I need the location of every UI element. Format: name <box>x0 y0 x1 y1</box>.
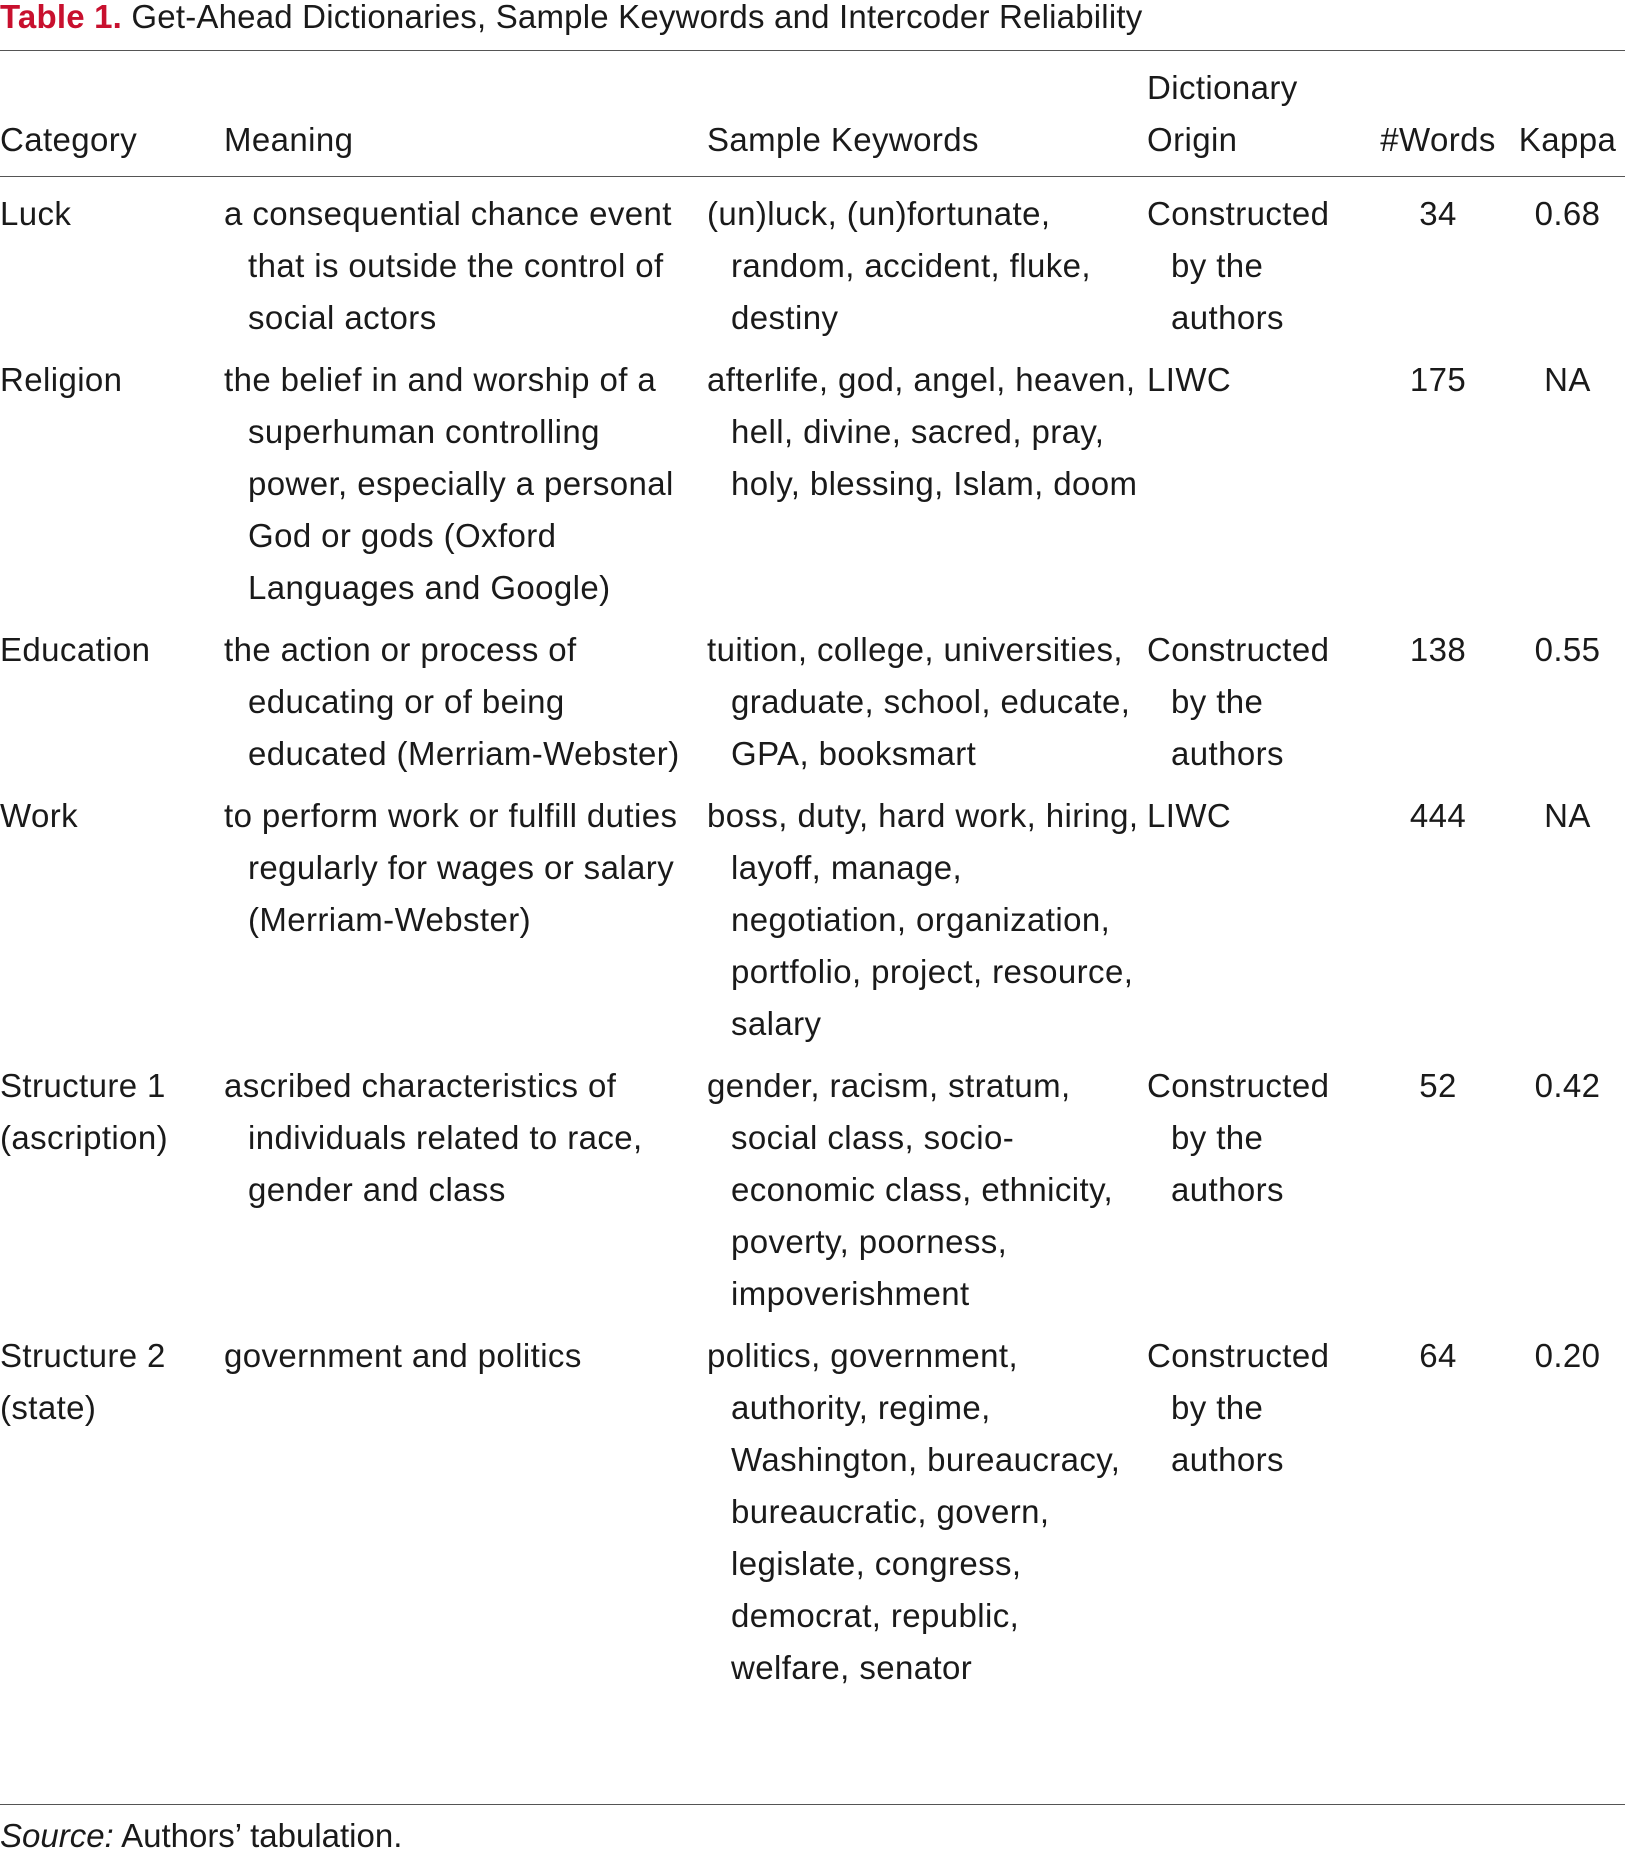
cell-kappa: NA <box>1544 797 1591 834</box>
cell-keywords: boss, duty, hard work, hiring, layoff, manage, negotiation, organization, portfolio, project, resource, salary <box>707 797 1139 1042</box>
table-row <box>0 790 1625 1060</box>
cell-origin: LIWC <box>1147 797 1232 834</box>
table-row <box>0 1060 1625 1330</box>
cell-words: 52 <box>1419 1067 1457 1104</box>
cell-words: 444 <box>1409 797 1467 834</box>
header-row <box>0 62 1625 178</box>
top-rule <box>0 50 1625 51</box>
cell-keywords: gender, racism, stratum, social class, socio-economic class, ethnicity, poverty, poorness, impoverishment <box>707 1067 1114 1312</box>
cell-words: 34 <box>1419 195 1457 232</box>
table-header <box>0 62 1625 178</box>
cell-category: Education <box>0 631 151 668</box>
table-caption-label: Table 1. <box>0 0 123 35</box>
header-kappa: Kappa <box>1518 121 1617 158</box>
table-row <box>0 178 1625 354</box>
cell-kappa: NA <box>1544 361 1591 398</box>
header-category: Category <box>0 121 138 158</box>
cell-category: Luck <box>0 195 72 232</box>
table-body <box>0 178 1625 1704</box>
header-keywords: Sample Keywords <box>707 121 979 158</box>
header-origin-line1: Dictionary <box>1147 69 1298 106</box>
cell-kappa: 0.55 <box>1534 631 1601 668</box>
cell-origin: Constructed by the authors <box>1147 195 1330 336</box>
header-meaning: Meaning <box>224 121 354 158</box>
cell-kappa: 0.20 <box>1534 1337 1601 1374</box>
cell-category: Religion <box>0 361 123 398</box>
cell-words: 64 <box>1419 1337 1457 1374</box>
cell-words: 175 <box>1409 361 1467 398</box>
cell-origin: LIWC <box>1147 361 1232 398</box>
table-caption-title: Get-Ahead Dictionaries, Sample Keywords and Intercoder Reliability <box>131 0 1143 35</box>
cell-meaning: ascribed characteristics of individuals related to race, gender and class <box>224 1067 643 1208</box>
header-words: #Words <box>1380 121 1496 158</box>
cell-origin: Constructed by the authors <box>1147 631 1330 772</box>
table-caption <box>0 0 1142 36</box>
cell-keywords: (un)luck, (un)fortunate, random, accident, fluke, destiny <box>707 195 1091 336</box>
table-row <box>0 354 1625 624</box>
cell-category: Structure 2 (state) <box>0 1337 166 1426</box>
source-label: Source: <box>0 1817 114 1854</box>
cell-origin: Constructed by the authors <box>1147 1337 1330 1478</box>
header-origin-line2: Origin <box>1147 121 1238 158</box>
cell-meaning: the action or process of educating or of being educated (Merriam-Webster) <box>224 631 680 772</box>
cell-origin: Constructed by the authors <box>1147 1067 1330 1208</box>
header-origin <box>1147 62 1366 178</box>
cell-kappa: 0.68 <box>1534 195 1601 232</box>
cell-keywords: afterlife, god, angel, heaven, hell, divine, sacred, pray, holy, blessing, Islam, doom <box>707 361 1138 502</box>
cell-category: Work <box>0 797 78 834</box>
cell-keywords: politics, government, authority, regime, Washington, bureaucracy, bureaucratic, govern, legislate, congress, democrat, republic, welfare, senator <box>707 1337 1121 1686</box>
table-source-note <box>0 1816 402 1856</box>
cell-words: 138 <box>1409 631 1467 668</box>
cell-keywords: tuition, college, universities, graduate, school, educate, GPA, booksmart <box>707 631 1131 772</box>
cell-meaning: the belief in and worship of a superhuman controlling power, especially a personal God or gods (Oxford Languages and Google) <box>224 361 674 606</box>
cell-kappa: 0.42 <box>1534 1067 1601 1104</box>
cell-meaning: a consequential chance event that is outside the control of social actors <box>224 195 672 336</box>
source-text: Authors’ tabulation. <box>113 1817 403 1854</box>
cell-meaning: to perform work or fulfill duties regularly for wages or salary (Merriam-Webster) <box>224 797 678 938</box>
cell-category: Structure 1 (ascription) <box>0 1067 169 1156</box>
cell-meaning: government and politics <box>224 1337 582 1374</box>
bottom-rule <box>0 1804 1625 1805</box>
table-row <box>0 624 1625 790</box>
dictionary-table <box>0 62 1625 1704</box>
table-row <box>0 1330 1625 1704</box>
